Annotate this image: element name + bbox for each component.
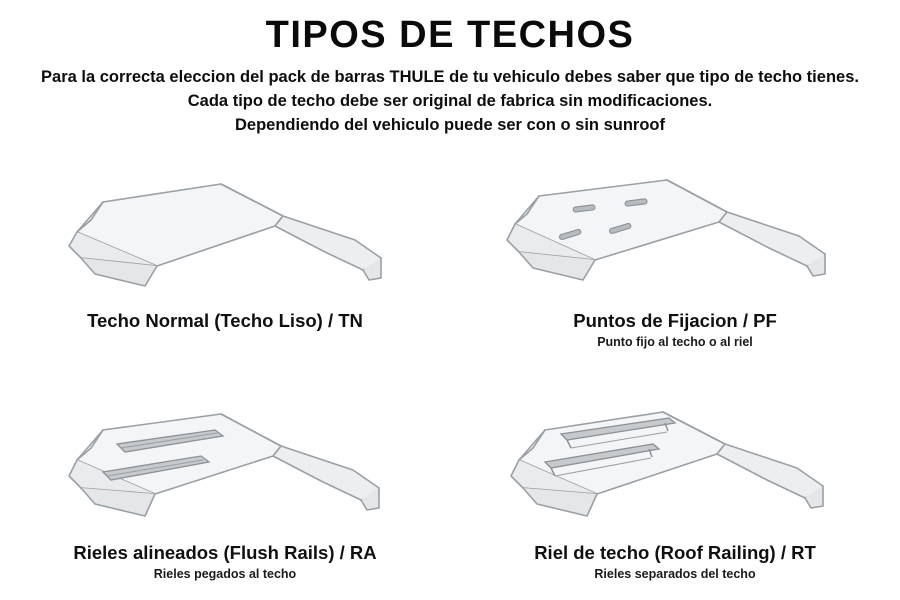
intro-text	[25, 66, 875, 138]
roof-type-label-rt: Riel de techo (Roof Railing) / RT	[534, 542, 816, 563]
roof-type-label-ra: Rieles alineados (Flush Rails) / RA	[73, 542, 377, 563]
caption-rt	[534, 542, 816, 582]
car-roof-flush-rails-icon	[25, 386, 425, 536]
roof-type-label-tn: Techo Normal (Techo Liso) / TN	[87, 310, 363, 331]
roof-type-label-pf: Puntos de Fijacion / PF	[573, 310, 777, 331]
roof-type-card-rt	[450, 374, 900, 600]
caption-tn	[87, 310, 363, 335]
roof-type-card-ra	[0, 374, 450, 600]
roof-type-card-pf	[450, 148, 900, 374]
roof-type-sub-ra: Rieles pegados al techo	[153, 567, 297, 582]
roof-type-card-tn	[0, 148, 450, 374]
intro-line-1: Para la correcta eleccion del pack de barras THULE de tu vehiculo debes saber que tipo de techo tienes.	[41, 67, 859, 86]
car-roof-fixpoints-icon	[475, 154, 875, 304]
page-title: TIPOS DE TECHOS	[265, 14, 635, 56]
intro-line-3: Dependiendo del vehiculo puede ser con o sin sunroof	[235, 115, 665, 134]
car-roof-smooth-icon	[25, 154, 425, 304]
roof-type-sub-pf: Punto fijo al techo o al riel	[597, 335, 753, 350]
intro-line-2: Cada tipo de techo debe ser original de fabrica sin modificaciones.	[187, 91, 713, 110]
caption-ra	[73, 542, 376, 582]
caption-pf	[573, 310, 777, 350]
roof-types-grid	[0, 148, 900, 600]
roof-type-sub-rt: Rieles separados del techo	[594, 567, 756, 582]
header	[0, 0, 900, 138]
car-roof-railing-icon	[475, 386, 875, 536]
